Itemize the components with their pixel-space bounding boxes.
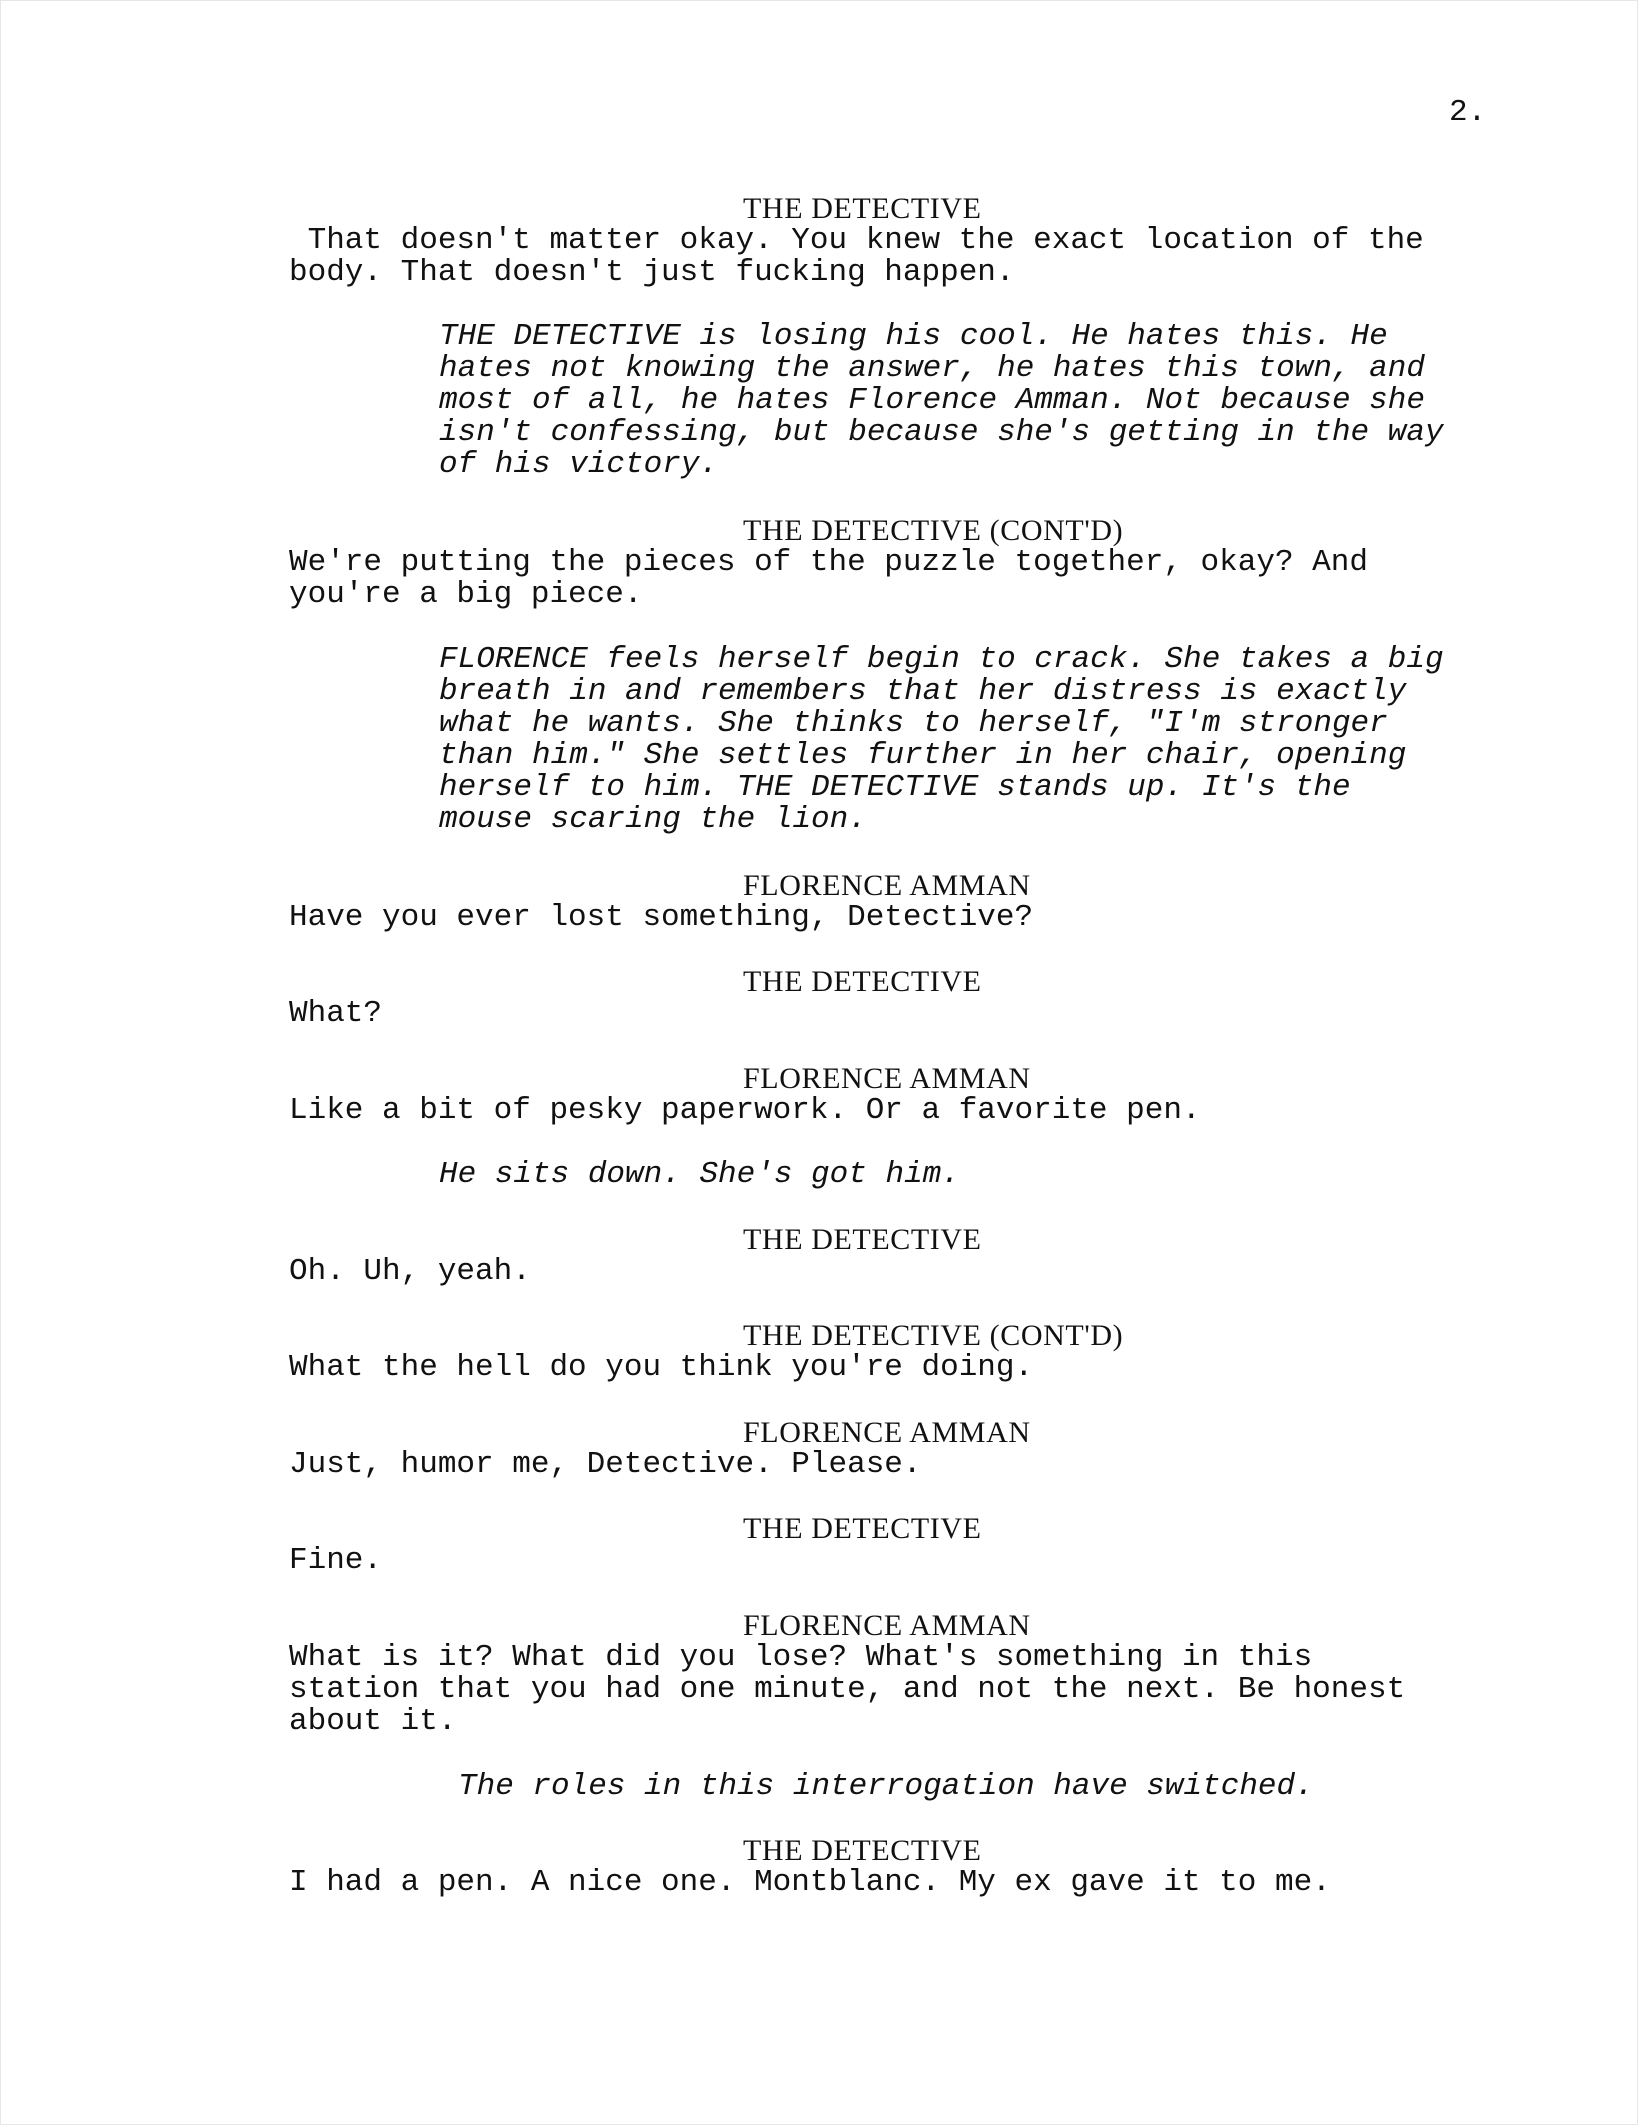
- dialogue-line: body. That doesn't just fucking happen.: [289, 255, 1015, 290]
- dialogue-line: We're putting the pieces of the puzzle together, okay? And: [289, 545, 1368, 580]
- dialogue-line: What?: [289, 996, 383, 1031]
- dialogue-line: station that you had one minute, and not the next. Be honest: [289, 1672, 1406, 1707]
- action-line: mouse scaring the lion.: [439, 802, 867, 837]
- character-cue: THE DETECTIVE: [743, 1512, 982, 1545]
- character-cue: THE DETECTIVE: [743, 965, 982, 998]
- action-line: breath in and remembers that her distress is exactly: [439, 674, 1407, 709]
- character-cue: FLORENCE AMMAN: [743, 1062, 1031, 1095]
- character-cue: THE DETECTIVE: [743, 192, 982, 225]
- character-cue: THE DETECTIVE (CONT'D): [743, 514, 1124, 547]
- action-line: THE DETECTIVE is losing his cool. He hates this. He: [439, 319, 1388, 354]
- action-line: than him." She settles further in her chair, opening: [439, 738, 1407, 773]
- action-line: FLORENCE feels herself begin to crack. She takes a big: [439, 642, 1444, 677]
- dialogue-line: Have you ever lost something, Detective?: [289, 900, 1034, 935]
- dialogue-line: you're a big piece.: [289, 577, 643, 612]
- dialogue-line: What the hell do you think you're doing.: [289, 1350, 1034, 1385]
- action-line: isn't confessing, but because she's getting in the way: [439, 415, 1444, 450]
- dialogue-line: Just, humor me, Detective. Please.: [289, 1447, 922, 1482]
- dialogue-line: about it.: [289, 1704, 457, 1739]
- dialogue-line: Oh. Uh, yeah.: [289, 1254, 531, 1289]
- action-line: of his victory.: [439, 447, 719, 482]
- character-cue: FLORENCE AMMAN: [743, 1416, 1031, 1449]
- action-line: herself to him. THE DETECTIVE stands up. It's the: [439, 770, 1351, 805]
- action-line: what he wants. She thinks to herself, "I'm stronger: [439, 706, 1388, 741]
- action-line: He sits down. She's got him.: [439, 1157, 960, 1192]
- page-number: 2.: [1449, 95, 1487, 130]
- dialogue-line: I had a pen. A nice one. Montblanc. My ex gave it to me.: [289, 1865, 1331, 1900]
- character-cue: THE DETECTIVE (CONT'D): [743, 1319, 1124, 1352]
- character-cue: THE DETECTIVE: [743, 1834, 982, 1867]
- character-cue: FLORENCE AMMAN: [743, 1609, 1031, 1642]
- action-line: hates not knowing the answer, he hates this town, and: [439, 351, 1425, 386]
- action-line: most of all, he hates Florence Amman. Not because she: [439, 383, 1425, 418]
- character-cue: THE DETECTIVE: [743, 1223, 982, 1256]
- character-cue: FLORENCE AMMAN: [743, 869, 1031, 902]
- action-line: The roles in this interrogation have switched.: [458, 1769, 1314, 1804]
- dialogue-line: What is it? What did you lose? What's something in this: [289, 1640, 1313, 1675]
- dialogue-line: Fine.: [289, 1543, 383, 1578]
- dialogue-line: Like a bit of pesky paperwork. Or a favorite pen.: [289, 1093, 1201, 1128]
- dialogue-line: That doesn't matter okay. You knew the exact location of the: [289, 223, 1424, 258]
